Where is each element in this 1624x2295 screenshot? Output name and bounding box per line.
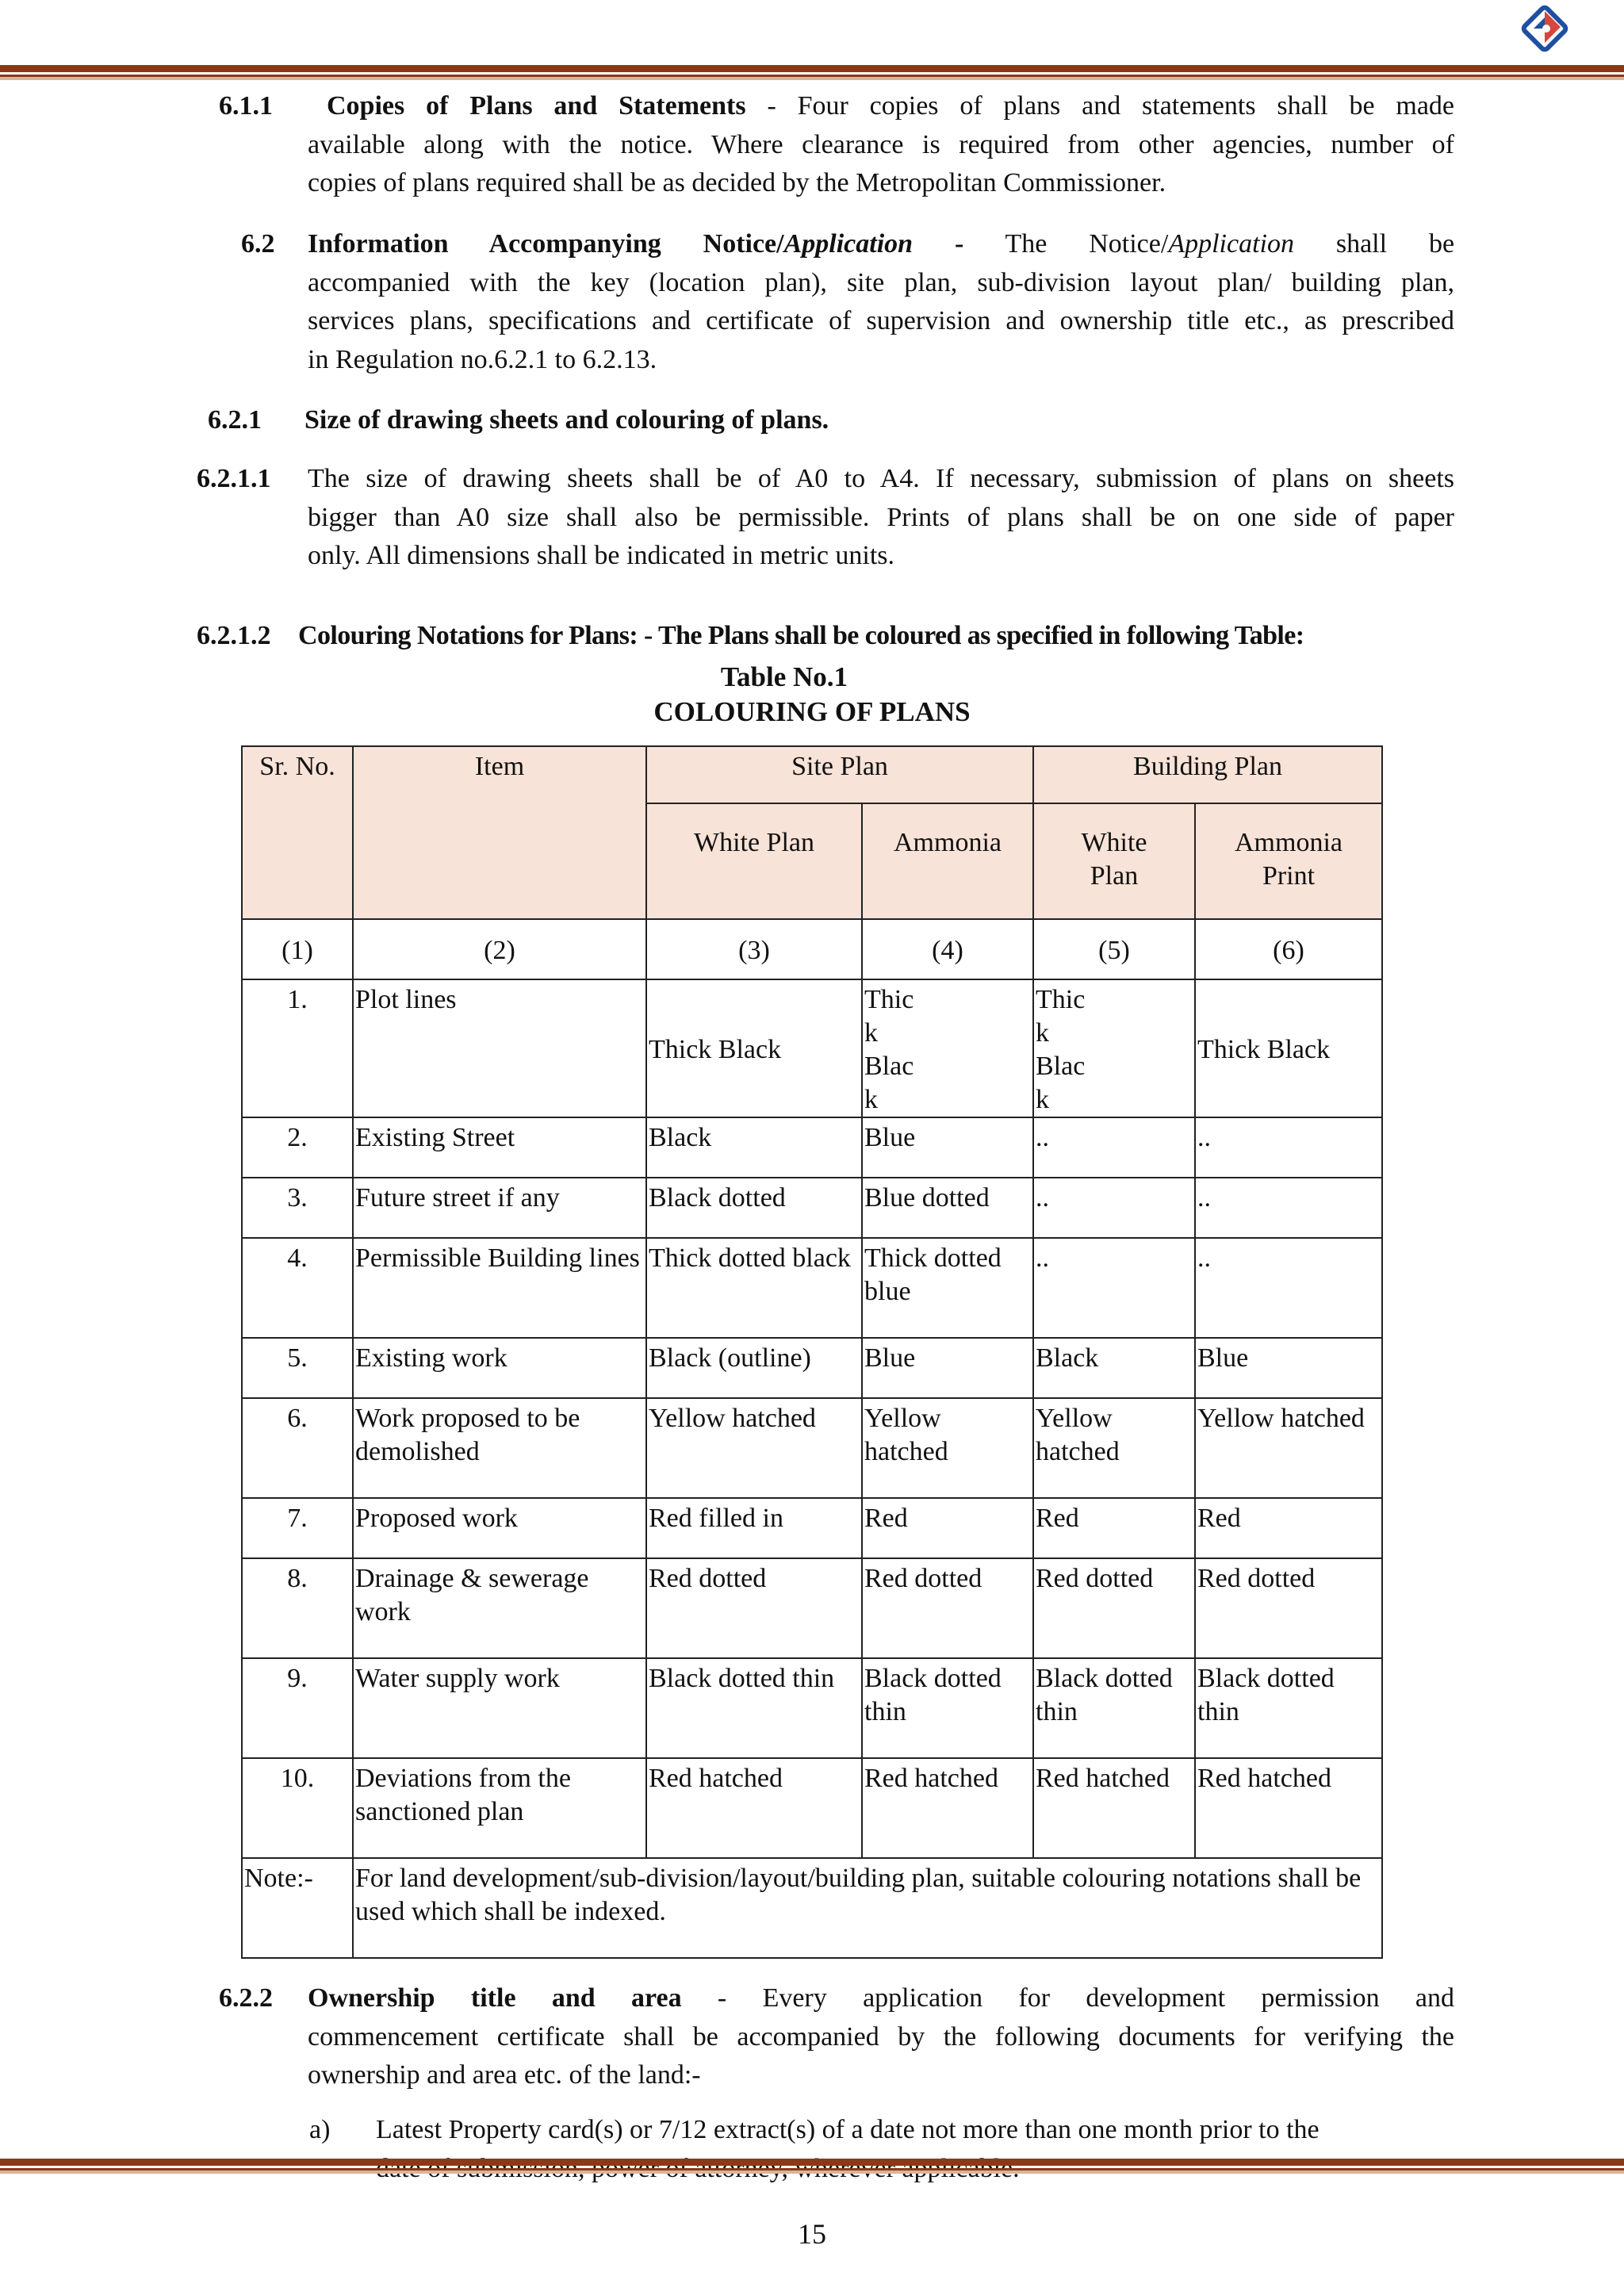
list-label-a: a) — [309, 2115, 331, 2144]
note-text: For land development/sub-division/layout/building plan, suitable colouring notations shall be used which shall be indexed. — [353, 1858, 1382, 1958]
header-building-plan: Building Plan — [1033, 746, 1382, 803]
header-rule — [0, 65, 1624, 80]
index-cell: (6) — [1195, 919, 1382, 979]
footer-rule — [0, 2159, 1624, 2174]
table-row: 4. Permissible Building lines Thick dotted black Thick dotted blue .. .. — [242, 1238, 1382, 1338]
section-6-2-1-2-text: Colouring Notations for Plans: - The Plans shall be coloured as specified in following Table: — [298, 621, 1304, 650]
index-cell: (5) — [1033, 919, 1195, 979]
section-number-6-2: 6.2 — [241, 229, 275, 259]
header-site-plan: Site Plan — [646, 746, 1033, 803]
section-number-6-2-1-1: 6.2.1.1 — [197, 464, 271, 493]
table-row: 5. Existing work Black (outline) Blue Black Blue — [242, 1338, 1382, 1398]
section-number-6-2-1: 6.2.1 — [208, 405, 262, 435]
header-item: Item — [353, 746, 646, 919]
section-title-6-2-1: Size of drawing sheets and colouring of plans. — [304, 405, 829, 435]
table-row: 6. Work proposed to be demolished Yellow hatched Yellow hatched Yellow hatched Yellow hatched — [242, 1398, 1382, 1498]
section-6-1-1: Copies of Plans and Statements - Four copies of plans and statements shall be made available along with the notice. Where clearance is required from other agencies, number of copies of plans required shall be as decided by the Metropolitan Commissioner. — [308, 91, 1454, 197]
section-6-2: Information Accompanying Notice/Application - The Notice/Application shall be accompanied with the key (location plan), site plan, sub-division layout plan/ building plan, services plans, specifications and certificate of supervision and ownership title etc., as prescribed in Regulation no.6.2.1 to 6.2.13. — [308, 229, 1455, 374]
table-row: 1. Plot lines Thick Black Thic k Blac k Thic k Blac k Thick Black — [242, 979, 1382, 1117]
section-number-6-1-1: 6.1.1 — [219, 91, 273, 121]
colouring-table — [241, 745, 1383, 1959]
table-row: 8. Drainage & sewerage work Red dotted Red dotted Red dotted Red dotted — [242, 1558, 1382, 1658]
header-sr: Sr. No. — [242, 746, 353, 919]
table-row: 3. Future street if any Black dotted Blue dotted .. .. — [242, 1178, 1382, 1238]
header-white-plan-building: White Plan — [1033, 803, 1195, 919]
index-cell: (4) — [862, 919, 1033, 979]
table-row: 9. Water supply work Black dotted thin Black dotted thin Black dotted thin Black dotted thin — [242, 1658, 1382, 1758]
section-title: Copies of Plans and Statements — [327, 91, 746, 121]
table-caption-title: COLOURING OF PLANS — [653, 696, 971, 727]
note-label: Note:- — [242, 1858, 353, 1958]
table-row: 10. Deviations from the sanctioned plan Red hatched Red hatched Red hatched Red hatched — [242, 1758, 1382, 1858]
table-row: 7. Proposed work Red filled in Red Red Red — [242, 1498, 1382, 1558]
table-row: 2. Existing Street Black Blue .. .. — [242, 1117, 1382, 1178]
header-ammonia: Ammonia — [862, 803, 1033, 919]
header-white-plan: White Plan — [646, 803, 862, 919]
table-caption-number: Table No.1 — [720, 661, 848, 692]
section-6-2-2: Ownership title and area - Every application for development permission and commencement certificate shall be accompanied by the following documents for verifying the ownership and area etc. of the land:- — [308, 1983, 1455, 2090]
header-logo — [1513, 5, 1576, 65]
section-number-6-2-1-2: 6.2.1.2 — [197, 621, 271, 650]
index-cell: (1) — [242, 919, 353, 979]
table-note-row — [242, 1858, 1382, 1958]
section-number-6-2-2: 6.2.2 — [219, 1983, 273, 2013]
index-cell: (3) — [646, 919, 862, 979]
section-title: Ownership title and area — [308, 1983, 682, 2013]
page-number: 15 — [798, 2218, 826, 2250]
section-6-2-1-1: The size of drawing sheets shall be of A0 to A4. If necessary, submission of plans on sheets bigger than A0 size shall also be permissible. Prints of plans shall be on one side of paper only. All dimensions shall be indicated in metric units. — [308, 464, 1454, 570]
diamond-logo-icon — [1513, 5, 1576, 56]
index-cell: (2) — [353, 919, 646, 979]
list-item-a: Latest Property card(s) or 7/12 extract(s) of a date not more than one month prior to the — [376, 2115, 1320, 2144]
header-ammonia-print: Ammonia Print — [1195, 803, 1382, 919]
